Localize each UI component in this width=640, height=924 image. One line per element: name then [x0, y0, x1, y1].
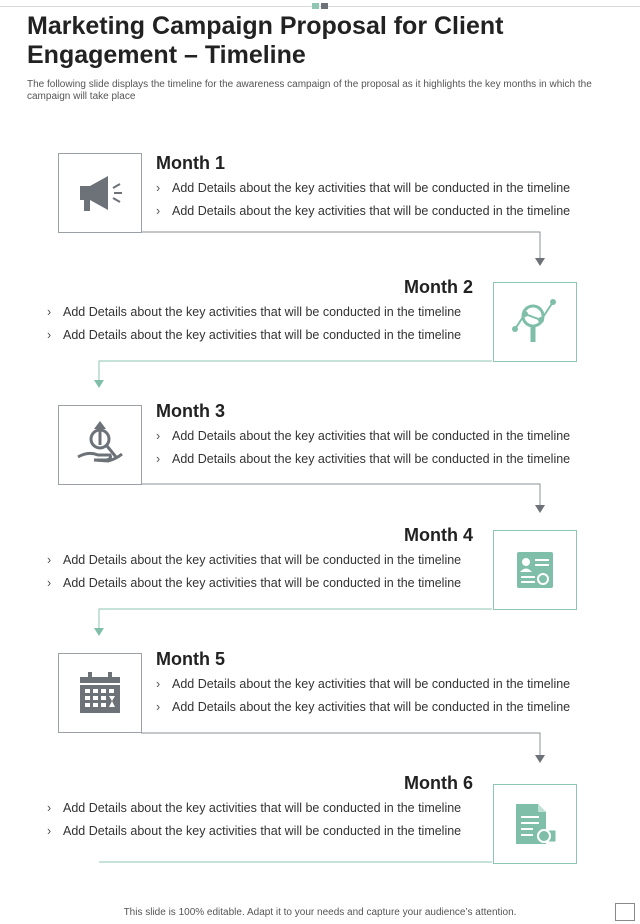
- month-3-title: Month 3: [156, 401, 225, 421]
- month-5-icon-box: [58, 653, 142, 733]
- list-item: › Add Details about the key activities that will be conducted in the timeline: [156, 181, 571, 195]
- connector-4-5: [94, 609, 492, 636]
- list-item: › Add Details about the key activities that will be conducted in the timeline: [156, 452, 571, 466]
- list-item: › Add Details about the key activities that will be conducted in the timeline: [156, 700, 571, 714]
- profile-card-icon: [515, 550, 555, 590]
- month-6-details: [47, 797, 461, 843]
- month-3-icon-box: [58, 405, 142, 485]
- invoice-icon: [512, 802, 558, 846]
- corner-box: [615, 903, 635, 921]
- list-item: › Add Details about the key activities that will be conducted in the timeline: [156, 204, 571, 218]
- month-2-icon-box: [493, 282, 577, 362]
- footer-note: This slide is 100% editable. Adapt it to your needs and capture your audience’s attention.: [123, 907, 517, 918]
- month-1-title: Month 1: [156, 153, 225, 173]
- page-title: Marketing Campaign Proposal for Client Engagement – Timeline: [27, 12, 504, 69]
- month-6-icon-box: [493, 784, 577, 864]
- list-item: › Add Details about the key activities that will be conducted in the timeline: [47, 328, 462, 342]
- connector-1-2: [141, 232, 545, 266]
- month-1-details: [156, 177, 570, 223]
- month-5-title: Month 5: [156, 649, 225, 669]
- list-item: › Add Details about the key activities that will be conducted in the timeline: [47, 305, 462, 319]
- month-2-title: Month 2: [404, 277, 473, 297]
- month-4-icon-box: [493, 530, 577, 610]
- connector-3-4: [141, 484, 545, 513]
- connector-5-6: [141, 733, 545, 763]
- list-item: › Add Details about the key activities that will be conducted in the timeline: [47, 824, 462, 838]
- megaphone-icon: [72, 168, 128, 218]
- month-1-icon-box: [58, 153, 142, 233]
- month-5-details: [156, 673, 570, 719]
- connector-2-3: [94, 361, 492, 388]
- month-4-title: Month 4: [404, 525, 473, 545]
- list-item: › Add Details about the key activities that will be conducted in the timeline: [47, 553, 462, 567]
- month-2-details: [47, 301, 461, 347]
- month-3-details: [156, 425, 570, 471]
- month-6-title: Month 6: [404, 773, 473, 793]
- list-item: › Add Details about the key activities that will be conducted in the timeline: [156, 429, 571, 443]
- month-4-details: [47, 549, 461, 595]
- page-subtitle: The following slide displays the timeline for the awareness campaign of the proposal as it highlights the key months in which the campaign will take place: [27, 79, 592, 102]
- calendar-icon: [76, 671, 124, 715]
- list-item: › Add Details about the key activities that will be conducted in the timeline: [156, 677, 571, 691]
- list-item: › Add Details about the key activities that will be conducted in the timeline: [47, 576, 462, 590]
- list-item: › Add Details about the key activities that will be conducted in the timeline: [47, 801, 462, 815]
- hand-growth-icon: [72, 417, 128, 473]
- analytics-search-icon: [507, 294, 563, 350]
